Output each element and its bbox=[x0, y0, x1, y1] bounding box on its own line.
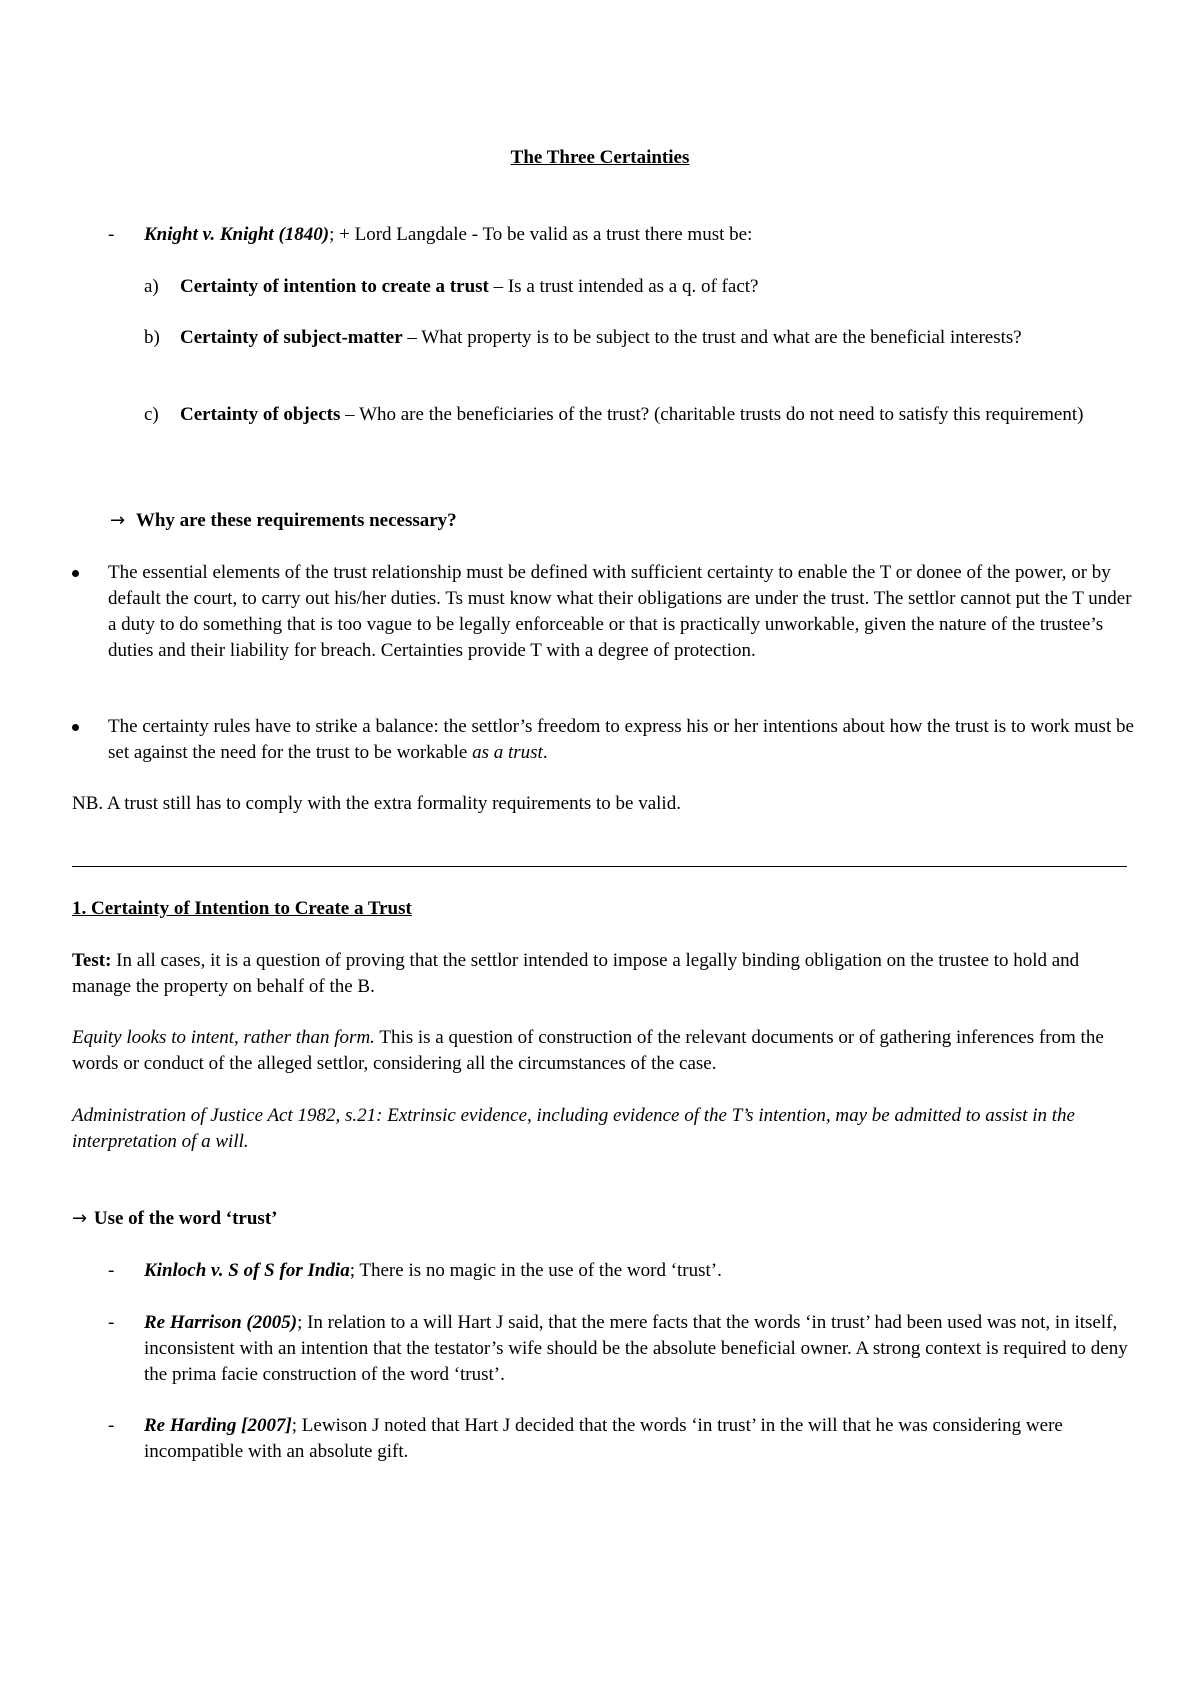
arrow-icon: → bbox=[110, 510, 126, 531]
intro-item bbox=[108, 222, 1168, 248]
bullet-text bbox=[108, 714, 1138, 766]
case-text bbox=[144, 1413, 1134, 1465]
case-text bbox=[144, 1310, 1134, 1388]
test-text: In all cases, it is a question of proving that the settlor intended to impose a legally binding obligation on the trustee to hold and manage the property on behalf of the B. bbox=[72, 950, 1080, 997]
dash-marker: - bbox=[108, 1260, 115, 1281]
list-marker: a) bbox=[144, 276, 159, 297]
list-marker: b) bbox=[144, 327, 160, 348]
arrow-icon: → bbox=[72, 1208, 88, 1229]
equity-paragraph bbox=[72, 1025, 1132, 1077]
case-description: ; There is no magic in the use of the word ‘trust’. bbox=[349, 1260, 722, 1281]
word-trust-heading bbox=[72, 1206, 972, 1232]
certainty-text bbox=[180, 274, 1140, 300]
certainty-description: – Who are the beneficiaries of the trust? (charitable trusts do not need to satisfy this requirement) bbox=[340, 404, 1084, 425]
bullet-text-italic: as a trust bbox=[472, 742, 543, 763]
certainty-item-b bbox=[144, 325, 1144, 377]
word-trust-heading-text: Use of the word ‘trust’ bbox=[93, 1208, 278, 1229]
page-title: The Three Certainties bbox=[510, 147, 690, 168]
bullet-item-2 bbox=[72, 714, 1142, 766]
case-name: Knight v. Knight (1840) bbox=[144, 224, 330, 245]
certainty-description: – Is a trust intended as a q. of fact? bbox=[488, 276, 759, 297]
case-description: ; In relation to a will Hart J said, that the mere facts that the words ‘in trust’ had been used was not, in itself, inconsistent with an intention that the testator’s wife should be the absolute beneficial owner. A strong context is required to deny the prima facie construction of the word ‘trust’. bbox=[144, 1312, 1128, 1385]
intro-text bbox=[144, 222, 1134, 248]
bullet-text-main: The certainty rules have to strike a balance: the settlor’s freedom to express his or her intentions about how the trust is to work must be set against the need for the trust to be workable bbox=[108, 716, 1134, 763]
bullet-text-end: . bbox=[542, 742, 548, 763]
dash-marker: - bbox=[108, 1415, 115, 1436]
dash-marker: - bbox=[108, 1312, 115, 1333]
section-heading: 1. Certainty of Intention to Create a Trust bbox=[72, 898, 412, 919]
case-item-harding bbox=[108, 1413, 1158, 1465]
case-name: Kinloch v. S of S for India bbox=[144, 1260, 350, 1281]
why-heading bbox=[110, 508, 1010, 534]
case-name: Re Harrison (2005) bbox=[144, 1312, 298, 1333]
case-item-harrison bbox=[108, 1310, 1158, 1388]
certainty-heading: Certainty of objects bbox=[180, 404, 341, 425]
intro-rest: ; + Lord Langdale - To be valid as a trust there must be: bbox=[329, 224, 753, 245]
bullet-icon bbox=[72, 570, 79, 577]
bullet-item-1 bbox=[72, 560, 1142, 690]
case-name: Re Harding [2007] bbox=[144, 1415, 292, 1436]
bullet-text: The essential elements of the trust relationship must be defined with sufficient certainty to enable the T or donee of the power, or by default the court, to carry out his/her duties. Ts must know what their obligations are under the trust. The settlor cannot put the T under a duty to do something that is too vague to be legally enforceable or that is practically unworkable, given the nature of the trustee’s duties and their liability for breach. Certainties provide T with a degree of protection. bbox=[108, 562, 1132, 661]
certainty-text bbox=[180, 402, 1140, 428]
section-divider bbox=[72, 866, 1127, 867]
bullet-icon bbox=[72, 724, 79, 731]
why-heading-text: Why are these requirements necessary? bbox=[135, 510, 457, 531]
certainty-heading: Certainty of intention to create a trust bbox=[180, 276, 489, 297]
case-item-kinloch bbox=[108, 1258, 1158, 1284]
certainty-item-a bbox=[144, 274, 1144, 300]
statute-paragraph: Administration of Justice Act 1982, s.21: Extrinsic evidence, including evidence of the T’s intention, may be admitted to assist in the interpretation of a will. bbox=[72, 1105, 1075, 1152]
list-marker: c) bbox=[144, 404, 159, 425]
case-text bbox=[144, 1258, 1134, 1284]
certainty-item-c bbox=[144, 402, 1144, 454]
equity-maxim: Equity looks to intent, rather than form. bbox=[72, 1027, 375, 1048]
certainty-heading: Certainty of subject-matter bbox=[180, 327, 403, 348]
equity-text: This is a question of construction of the relevant documents or of gathering inferences from the words or conduct of the alleged settlor, considering all the circumstances of the case. bbox=[72, 1027, 1104, 1074]
nb-note: NB. A trust still has to comply with the extra formality requirements to be valid. bbox=[72, 793, 681, 814]
certainty-text bbox=[180, 325, 1140, 351]
test-paragraph bbox=[72, 948, 1132, 1000]
test-label: Test: bbox=[72, 950, 112, 971]
case-description: ; Lewison J noted that Hart J decided that the words ‘in trust’ in the will that he was considering were incompatible with an absolute gift. bbox=[144, 1415, 1063, 1462]
certainty-description: – What property is to be subject to the trust and what are the beneficial interests? bbox=[402, 327, 1022, 348]
dash-marker: - bbox=[108, 224, 115, 245]
